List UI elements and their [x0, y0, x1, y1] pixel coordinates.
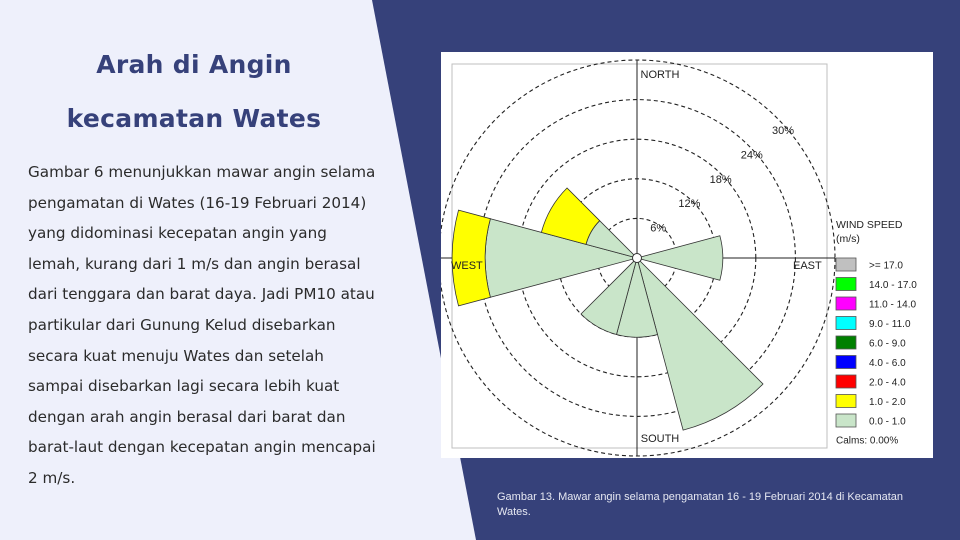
- direction-label-south: SOUTH: [640, 433, 680, 445]
- wind-rose-chart: [441, 52, 933, 458]
- sector-270-band-1: [452, 210, 490, 306]
- radial-tick-label-12: 12%: [678, 198, 701, 211]
- legend-subtitle: (m/s): [836, 233, 860, 245]
- legend-swatch-3: [836, 317, 856, 330]
- legend-swatch-5: [836, 356, 856, 369]
- legend-label-0: >= 17.0: [869, 260, 903, 272]
- direction-label-north: NORTH: [640, 69, 680, 81]
- slide-body-text: Gambar 6 menunjukkan mawar angin selama pengamatan di Wates (16-19 Februari 2014) yang didominasi kecepatan angin yang lemah, kurang dari 1 m/s dan angin berasal dari tenggara dan barat daya. Jadi PM10 atau partikular dari Gunung Kelud disebarkan secara kuat menuju Wates dan setelah sampai disebarkan lagi secara lebih kuat dengan arah angin berasal dari barat dan barat-laut dengan kecepatan angin mencapai 2 m/s.: [28, 163, 376, 487]
- radial-tick-label-30: 30%: [772, 125, 795, 138]
- legend-label-8: 0.0 - 1.0: [869, 416, 906, 428]
- calm-center: [633, 254, 642, 263]
- radial-tick-label-6: 6%: [650, 222, 667, 235]
- radial-tick-label-18: 18%: [709, 173, 732, 186]
- legend-title: WIND SPEED: [836, 219, 903, 231]
- figure-caption: Gambar 13. Mawar angin selama pengamatan 16 - 19 Februari 2014 di Kecamatan Wates.: [497, 491, 904, 518]
- legend-label-5: 4.0 - 6.0: [869, 358, 906, 369]
- legend-swatch-1: [836, 278, 856, 291]
- legend-label-4: 6.0 - 9.0: [869, 338, 906, 350]
- wind-rose-figure: [441, 52, 933, 458]
- slide-title: Arah di Angin kecamatan Wates: [66, 50, 322, 133]
- legend-swatch-2: [836, 297, 856, 310]
- legend-label-6: 2.0 - 4.0: [869, 377, 906, 389]
- legend-label-1: 14.0 - 17.0: [869, 280, 917, 291]
- radial-tick-label-24: 24%: [740, 149, 763, 162]
- legend-swatch-4: [836, 336, 856, 349]
- direction-label-west: WEST: [451, 260, 483, 272]
- legend-swatch-7: [836, 395, 856, 408]
- legend-label-3: 9.0 - 11.0: [869, 319, 911, 330]
- legend-label-7: 1.0 - 2.0: [869, 397, 906, 408]
- direction-label-east: EAST: [793, 260, 822, 272]
- legend-calms: Calms: 0.00%: [836, 435, 899, 447]
- legend-swatch-0: [836, 258, 856, 271]
- legend-swatch-6: [836, 375, 856, 388]
- legend-swatch-8: [836, 414, 856, 427]
- legend-label-2: 11.0 - 14.0: [869, 299, 917, 311]
